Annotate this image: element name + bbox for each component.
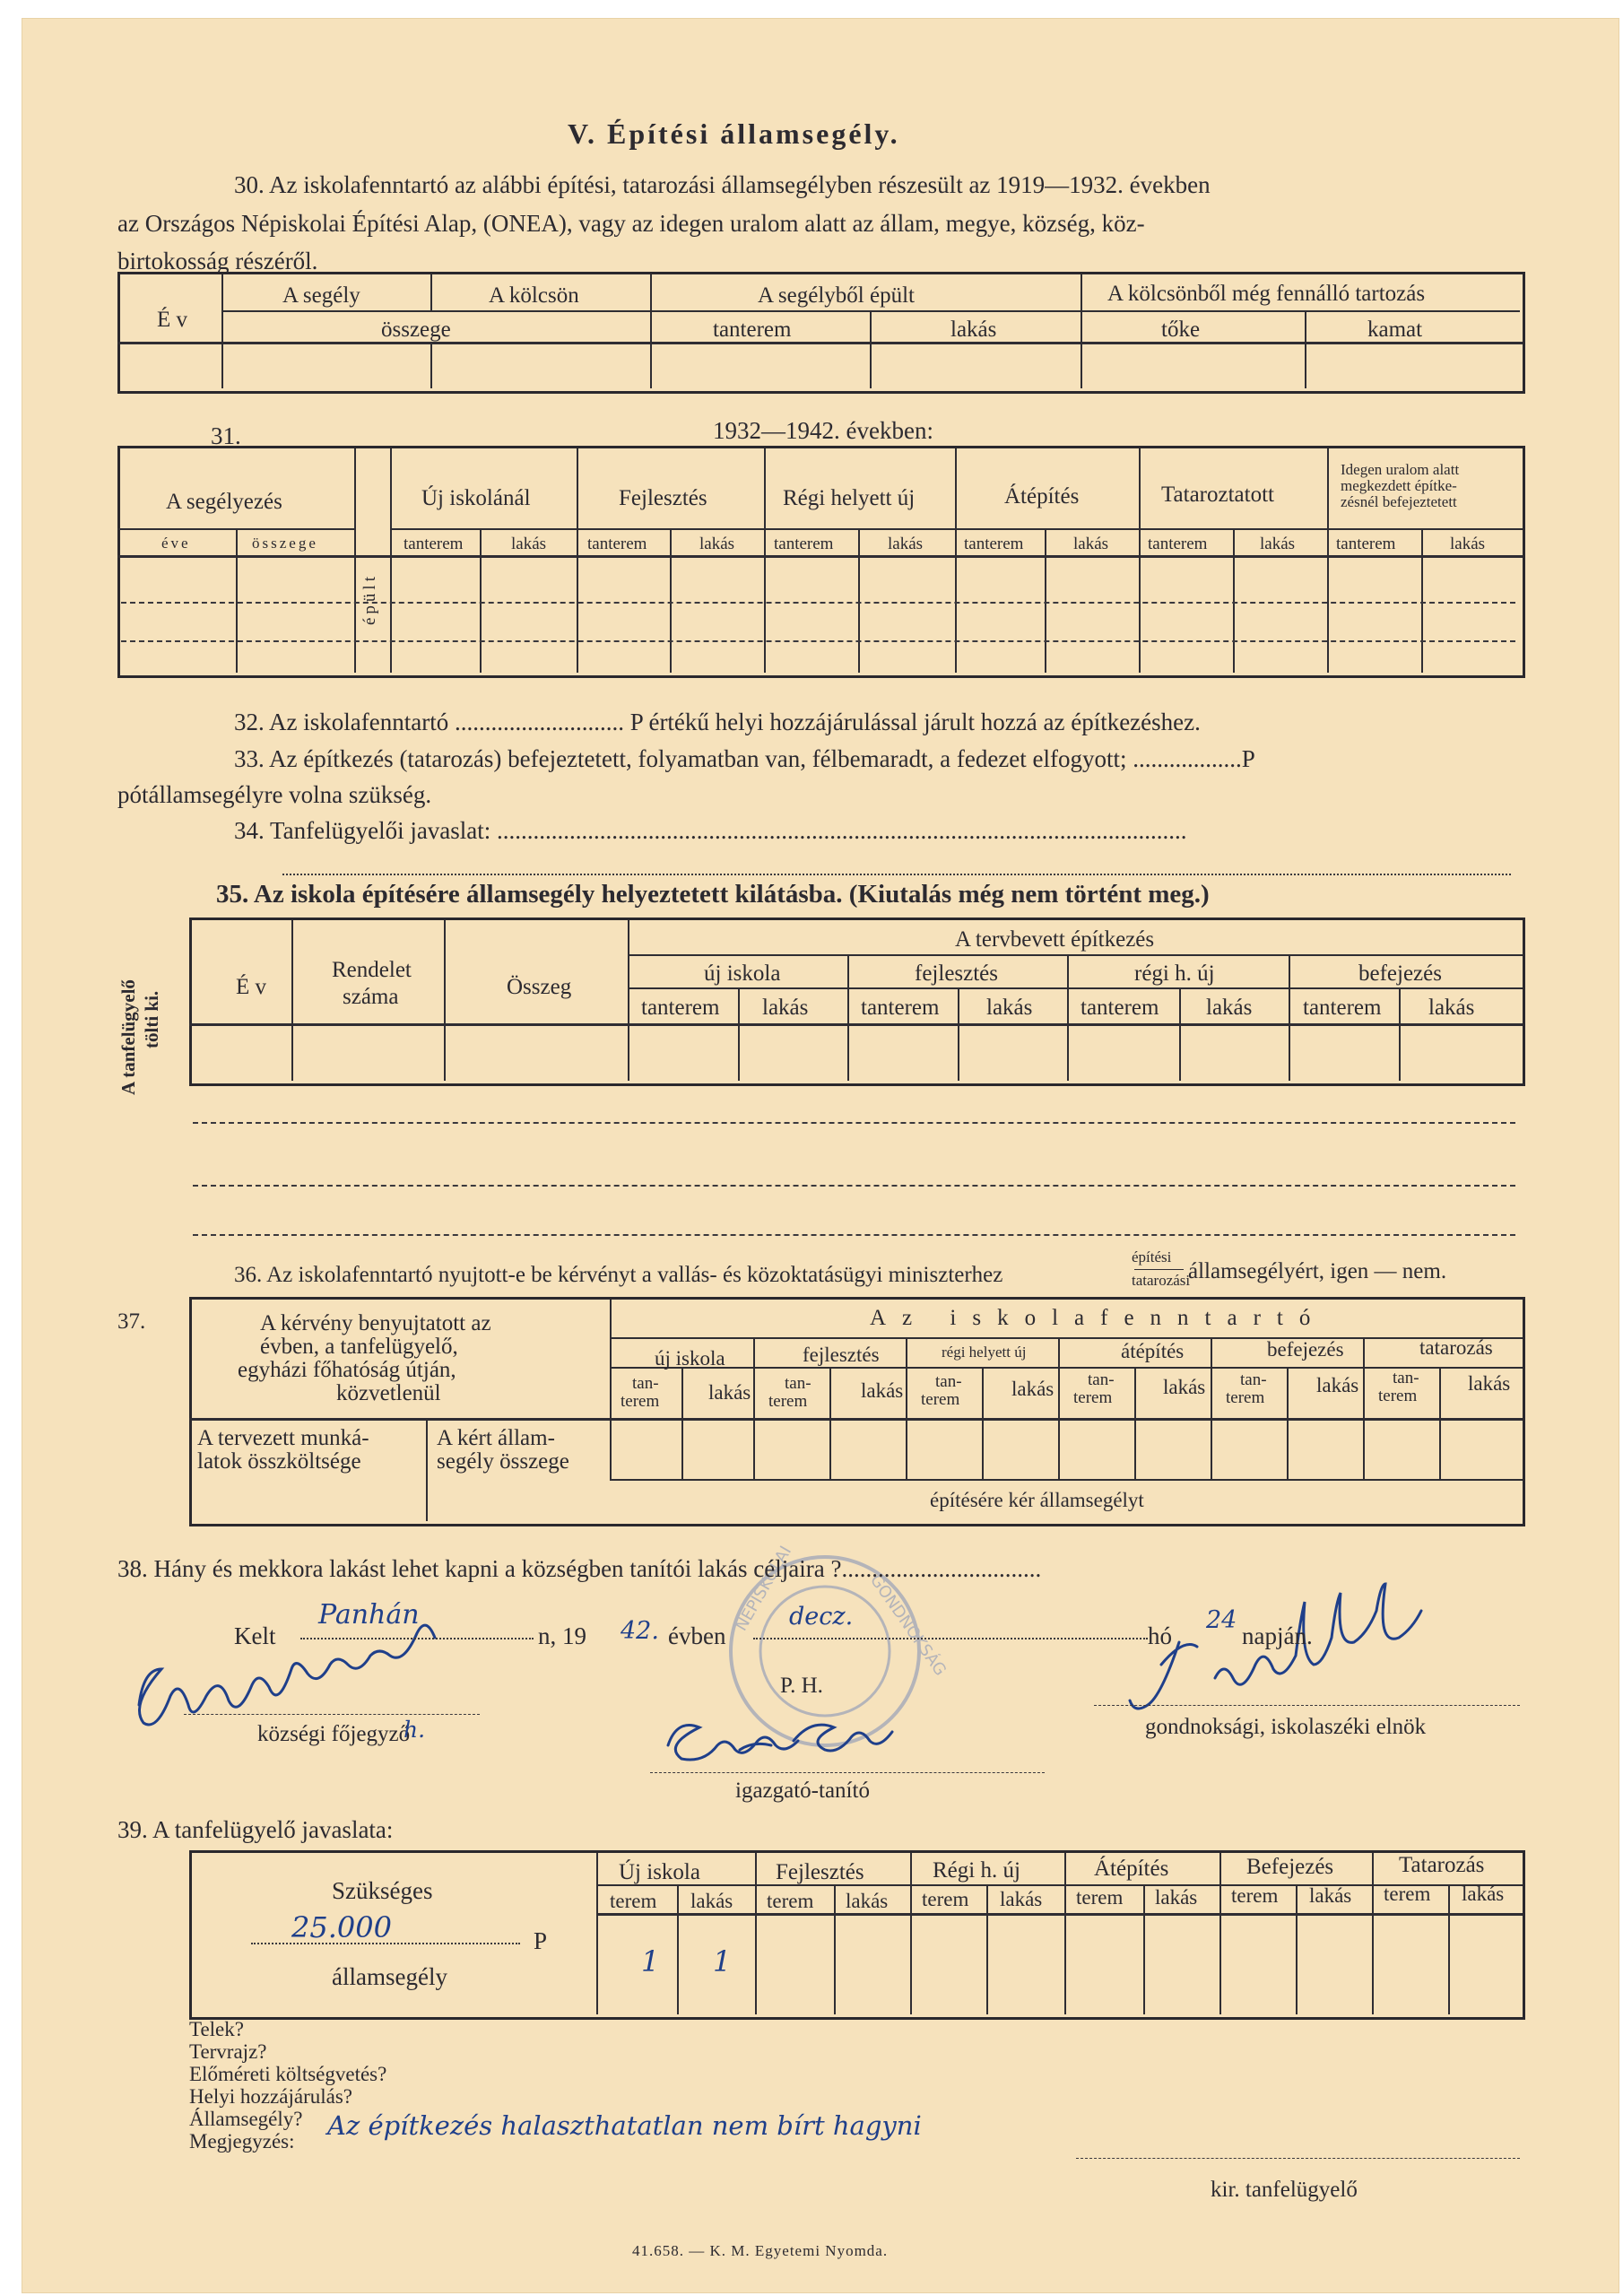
t30-col-lakas: lakás [950,317,997,342]
side-label-2: tölti ki. [141,990,162,1048]
t37-iskolafenntarto: Az iskolafenntartó [870,1306,1327,1330]
t37-tervezett-1: A tervezett munká- [197,1426,369,1450]
t30-col-segelybol: A segélyből épült [758,283,915,308]
kelt-n-year-prefix: n, 19 [538,1622,586,1649]
check-megjegyzes: Megjegyzés: [189,2130,295,2152]
t37-benyujtatott-4: közvetlenül [336,1381,441,1405]
t39-value-lakas-handwritten: 1 [713,1944,732,1979]
t30-col-kolcsonbol: A kölcsönből még fennálló tartozás [1107,282,1426,306]
t35-col-ev: É v [236,975,267,999]
t30-col-osszege: összege [381,317,451,342]
side-label-1: A tanfelügyelő [117,979,139,1095]
kelt-month-handwritten: decz. [789,1603,854,1631]
remark-handwritten: Az építkezés halaszthatatlan nem bírt hagyni [327,2110,922,2141]
section-title: V. Építési államsegély. [568,117,900,150]
kir-tanfelugyelo: kir. tanfelügyelő [1211,2178,1358,2202]
kelt-label: Kelt [234,1622,276,1649]
t37-sub-terem-4: terem [1073,1388,1113,1407]
t37-col-fejlesztes: fejlesztés [803,1344,880,1366]
t35-sub-tanterem-4: tanterem [1303,996,1382,1020]
t31-sub-lakas-1: lakás [511,535,547,553]
t37-sub-tan-1: tan- [632,1374,659,1393]
t35-col-rendelet-2: száma [343,985,399,1009]
t37-col-befejezes: befejezés [1267,1338,1344,1361]
q36-part2: államsegélyért, igen — nem. [1188,1259,1447,1283]
t30-col-kolcson: A kölcsön [489,283,579,308]
t35-col-regi-h-uj: régi h. új [1134,961,1215,986]
t39-sub-lakas-3: lakás [1000,1888,1043,1910]
t35-col-uj-iskola: új iskola [704,961,781,986]
t35-sub-tanterem-3: tanterem [1081,996,1159,1020]
t39-col-befejezes: Befejezés [1246,1855,1334,1879]
t31-col-idegen-2: megkezdett építke- [1341,477,1457,494]
t37-sub-tan-5: tan- [1240,1370,1267,1389]
t37-col-uj-iskola: új iskola [655,1347,725,1370]
kelt-place-handwritten: Panhán [318,1599,420,1631]
t31-sub-tanterem-2: tanterem [587,535,647,553]
check-allamsegely: Államsegély? [189,2108,303,2130]
t39-col-tatarozas: Tatarozás [1399,1853,1485,1877]
t37-sub-tan-3: tan- [935,1372,962,1391]
check-tervrajz: Tervrajz? [189,2040,267,2063]
printer-imprint: 41.658. — K. M. Egyetemi Nyomda. [632,2242,889,2259]
signature-notary [139,1622,435,1725]
notary-suffix: h. [404,1717,426,1743]
t37-sub-lakas-5: lakás [1316,1374,1359,1396]
t30-col-segely: A segély [282,283,360,308]
t31-col-fejlesztes: Fejlesztés [619,486,707,510]
t35-sub-lakas-1: lakás [762,996,809,1020]
q32-text: 32. Az iskolafenntartó ............................ P értékű helyi hozzájárulással járult hozzá az építkezéshez. [234,709,1201,735]
kelt-ho: hó [1148,1622,1172,1649]
t31-col-uj-iskolanal: Új iskolánál [421,486,531,510]
t35-col-osszeg: Összeg [507,975,572,999]
t39-amount-handwritten: 25.000 [291,1910,392,1944]
t37-sub-terem-3: terem [921,1390,960,1409]
t39-sub-lakas-2: lakás [846,1890,889,1912]
kozsegi-fojegyzo: községi főjegyző [257,1722,411,1746]
t37-sub-tan-4: tan- [1088,1370,1115,1389]
t31-col-atepites: Átépítés [1004,484,1080,509]
t39-sub-terem-2: terem [767,1890,814,1912]
t37-sub-lakas-2: lakás [861,1379,904,1402]
q39-text: 39. A tanfelügyelő javaslata: [117,1816,394,1843]
t39-sub-terem-3: terem [922,1888,969,1910]
q36-part1: 36. Az iskolafenntartó nyujtott-e be kérvényt a vallás- és közoktatásügyi miniszterhez [234,1263,1003,1287]
t35-col-tervbevett: A tervbevett építkezés [955,927,1155,952]
check-elomereti: Előméreti költségvetés? [189,2063,387,2085]
t31-sub-lakas-2: lakás [699,535,735,553]
q30-line2: az Országos Népiskolai Építési Alap, (ONEA), vagy az idegen uralom alatt az állam, megye, község, köz- [117,210,1145,237]
t37-sub-terem-2: terem [768,1392,808,1411]
t35-col-rendelet-1: Rendelet [332,958,412,982]
t37-sub-tan-2: tan- [785,1374,812,1393]
q30-line1: 30. Az iskolafenntartó az alábbi építési, tatarozási államsegélyben részesült az 1919—1932. években [234,171,1211,198]
form-sheet [22,18,1619,2293]
t31-sub-lakas-5: lakás [1260,535,1296,553]
signature-teacher [668,1725,892,1760]
t35-sub-tanterem-2: tanterem [861,996,940,1020]
t31-sub-lakas-4: lakás [1073,535,1109,553]
t37-sub-tan-6: tan- [1393,1369,1419,1387]
t37-kert-1: A kért állam- [437,1426,555,1450]
t39-col-uj-iskola: Új iskola [619,1860,700,1884]
kelt-year-digits: 42. [621,1617,659,1645]
t31-col-epult: épült [360,573,379,625]
table-31 [117,446,1525,678]
t35-sub-tanterem-1: tanterem [641,996,720,1020]
q36-frac-top: építési [1132,1248,1172,1265]
q33-line2: pótállamsegélyre volna szükség. [117,781,432,808]
t39-sub-lakas-4: lakás [1155,1886,1198,1909]
q31-number: 31. [211,422,241,449]
t37-benyujtatott-2: évben, a tanfelügyelő, [260,1335,458,1359]
t37-sub-lakas-4: lakás [1163,1376,1206,1398]
t37-sub-terem-6: terem [1378,1387,1418,1405]
t37-col-regi-helyett-uj: régi helyett új [942,1344,1027,1361]
t37-sub-lakas-6: lakás [1468,1372,1511,1395]
ph-label: P. H. [780,1674,823,1698]
kelt-evben: évben [668,1622,726,1649]
t37-kert-2: segély összege [437,1449,569,1474]
t31-col-regi-helyett-uj: Régi helyett új [783,486,916,510]
t39-sub-terem-5: terem [1231,1884,1279,1907]
t31-sub-tanterem-6: tanterem [1336,535,1396,553]
t35-col-befejezes: befejezés [1358,961,1442,986]
t30-col-toke: tőke [1161,317,1201,342]
t37-sub-lakas-3: lakás [1011,1378,1055,1400]
t35-sub-lakas-3: lakás [1206,996,1253,1020]
t31-sub-tanterem-3: tanterem [774,535,834,553]
t39-sub-terem-6: terem [1384,1883,1431,1905]
check-telek: Telek? [189,2018,244,2040]
t31-col-eve: éve [161,535,191,552]
t31-sub-lakas-6: lakás [1450,535,1486,553]
t39-sub-terem-4: terem [1076,1886,1124,1909]
q36-frac-bottom: tatarozási [1132,1272,1191,1289]
gondoksagi-elnok: gondnoksági, iskolaszéki elnök [1145,1715,1427,1739]
t39-allamsegely: államsegély [332,1963,447,1990]
igazgato-tanito: igazgató-tanító [735,1779,870,1803]
check-helyi: Helyi hozzájárulás? [189,2085,352,2108]
t31-sub-lakas-3: lakás [888,535,924,553]
t30-col-tanterem: tanterem [713,317,792,342]
t31-sub-tanterem-1: tanterem [404,535,464,553]
t39-col-atepites: Átépítés [1094,1857,1169,1881]
stamp-lettering: NÉPISKOLAI [732,1543,796,1635]
t37-sub-lakas-1: lakás [708,1381,751,1404]
q30-line3: birtokosság részéről. [117,248,318,274]
t39-currency: P [534,1927,548,1954]
t37-sub-terem-5: terem [1226,1388,1265,1407]
t39-col-fejlesztes: Fejlesztés [776,1860,864,1884]
t31-col-segelyezes: A segélyezés [166,490,282,514]
t39-value-terem-handwritten: 1 [641,1944,660,1979]
t37-col-tatarozas: tatarozás [1419,1336,1493,1359]
t30-col-ev: É v [157,308,188,332]
t30-col-kamat: kamat [1367,317,1423,342]
stamp-lettering-2: GONDNOKSÁG [865,1570,950,1680]
t39-szukseges: Szükséges [332,1877,433,1904]
t35-sub-lakas-4: lakás [1428,996,1475,1020]
q35-heading: 35. Az iskola építésére államsegély helyeztetett kilátásba. (Kiutalás még nem történt meg.) [216,880,1210,909]
t37-col-atepites: átépítés [1121,1340,1185,1362]
t39-sub-lakas-6: lakás [1462,1883,1505,1905]
t37-epitesere: építésére kér államsegélyt [930,1489,1144,1511]
t31-col-idegen-3: zésnél befejeztetett [1341,493,1457,510]
t39-sub-terem-1: terem [610,1890,657,1912]
t35-sub-lakas-2: lakás [986,996,1033,1020]
t31-sub-tanterem-5: tanterem [1148,535,1208,553]
t31-sub-tanterem-4: tanterem [964,535,1024,553]
q37-number: 37. [117,1309,146,1334]
q38-text: 38. Hány és mekkora lakást lehet kapni a községben tanítói lakás céljaira ?................................. [117,1555,1042,1582]
t39-sub-lakas-5: lakás [1309,1884,1352,1907]
q33-line1: 33. Az építkezés (tatarozás) befejeztetett, folyamatban van, félbemaradt, a fedezet elfogyott; ..................P [234,745,1255,772]
t31-col-idegen-1: Idegen uralom alatt [1341,461,1460,478]
t37-benyujtatott-1: A kérvény benyujtatott az [260,1311,491,1335]
t37-tervezett-2: latok összköltsége [197,1449,361,1474]
t35-col-fejlesztes: fejlesztés [915,961,999,986]
t37-sub-terem-1: terem [621,1392,660,1411]
t39-col-regi-h-uj: Régi h. új [933,1858,1020,1883]
q31-heading: 1932—1942. években: [713,417,933,444]
t37-benyujtatott-3: egyházi főhatóság útján, [238,1358,456,1382]
kelt-napjan: napján. [1242,1622,1313,1649]
kelt-day-handwritten: 24 [1206,1606,1237,1634]
t39-sub-lakas-1: lakás [690,1890,733,1912]
t31-col-tataroztatott: Tataroztatott [1161,483,1274,507]
t31-col-osszege: összege [252,535,318,552]
q34-text: 34. Tanfelügyelői javaslat: .................................................................................................................. [234,817,1187,844]
